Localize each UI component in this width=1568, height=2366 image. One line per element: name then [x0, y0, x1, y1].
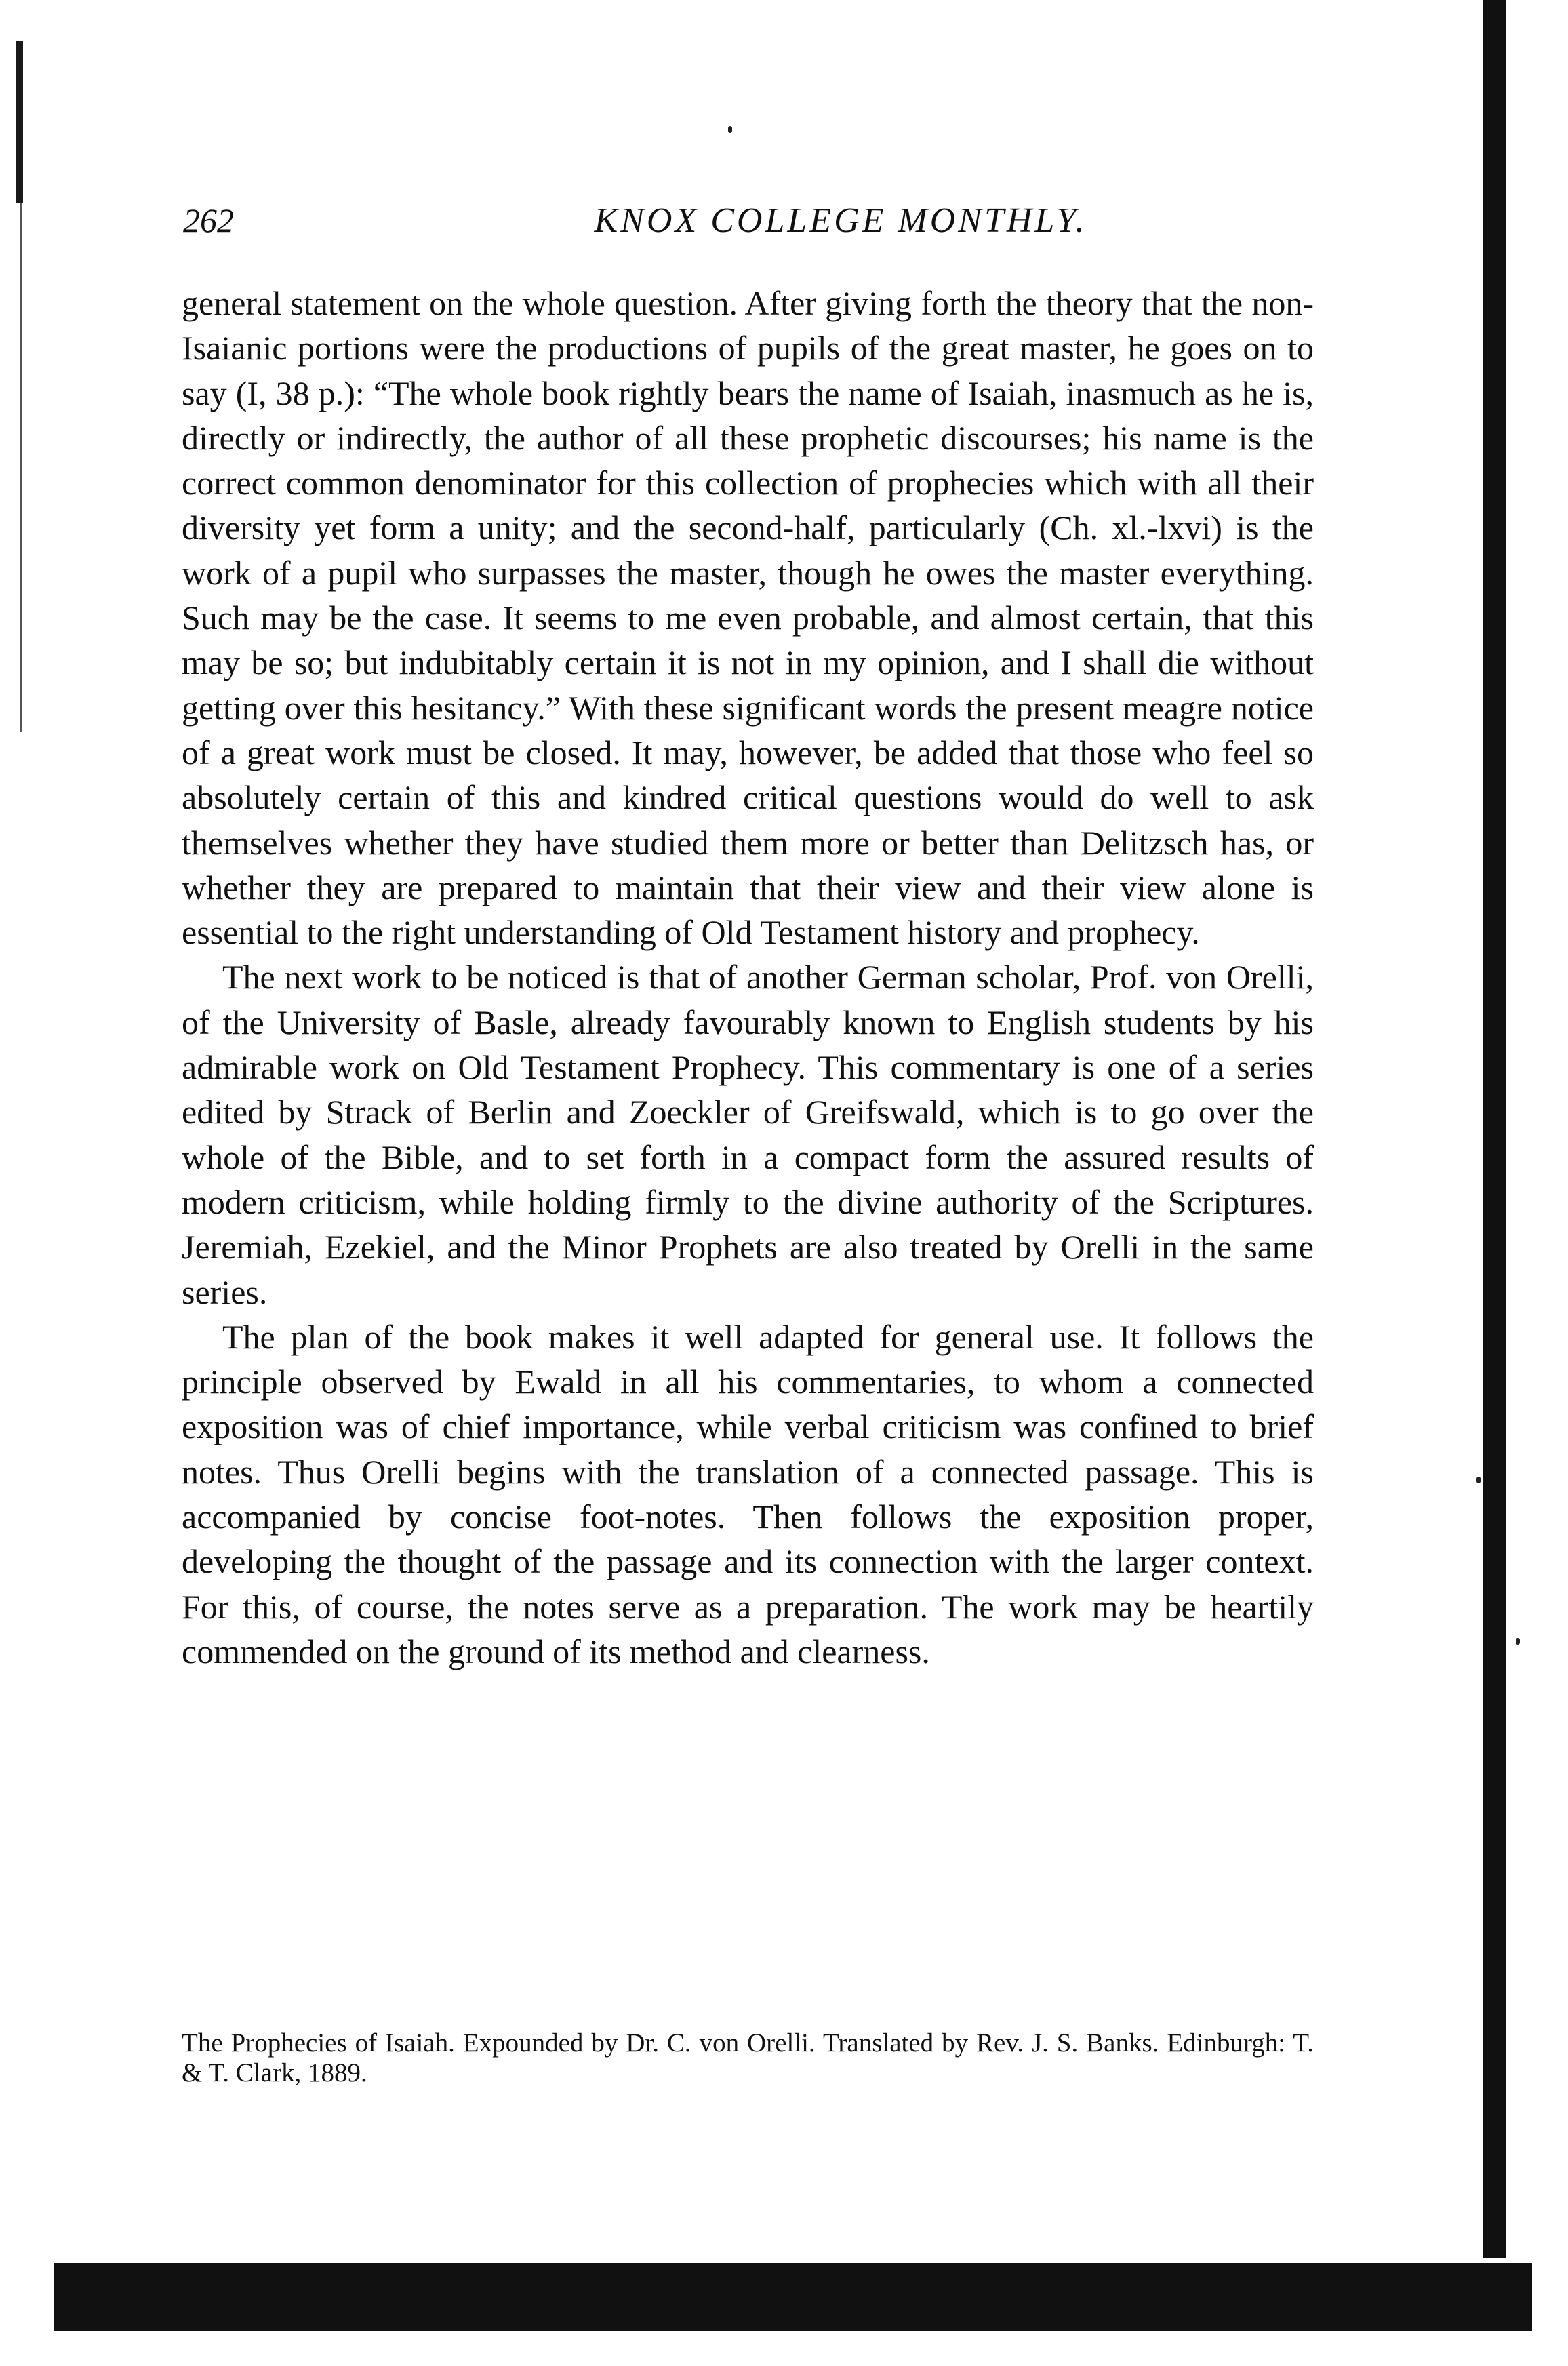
running-head: KNOX COLLEGE MONTHLY.: [594, 201, 1087, 240]
footnote: The Prophecies of Isaiah. Expounded by Dr. C. von Orelli. Translated by Rev. J. S. Banks. Edinburgh: T. & T. Clark, 1889.: [182, 2028, 1314, 2087]
scan-speck: [728, 126, 732, 133]
paragraph-1: general statement on the whole question. After giving forth the theory that the non-Isaianic portions were the productions of pupils of the great master, he goes on to say (I, 38 p.): “The whole book rightly bears the name of Isaiah, inasmuch as he is, directly or indirectly, the author of all these prophetic discourses; his name is the correct common denominator for this collection of prophecies which with all their diversity yet form a unity; and the second-half, particularly (Ch. xl.-lxvi) is the work of a pupil who surpasses the master, though he owes the master everything. Such may be the case. It seems to me even probable, and almost certain, that this may be so; but indubitably certain it is not in my opinion, and I shall die without getting over this hesitancy.” With these significant words the present meagre notice of a great work must be closed. It may, however, be added that those who feel so absolutely certain of this and kindred critical questions would do well to ask themselves whether they have studied them more or better than Delitzsch has, or whether they are prepared to maintain that their view and their view alone is essential to the right understanding of Old Testament history and prophecy.: [182, 284, 1314, 952]
scan-right-border: [1483, 0, 1506, 2258]
scan-bottom-border: [54, 2263, 1532, 2331]
scan-edge-mark: [16, 41, 23, 203]
article-body: [182, 281, 1314, 1674]
scan-speck: [1476, 1477, 1481, 1483]
paragraph-2: The next work to be noticed is that of another German scholar, Prof. von Orelli, of the University of Basle, already favourably known to English students by his admirable work on Old Testament Prophecy. This commentary is one of a series edited by Strack of Berlin and Zoeckler of Greifswald, which is to go over the whole of the Bible, and to set forth in a compact form the assured results of modern criticism, while holding firmly to the divine authority of the Scriptures. Jeremiah, Ezekiel, and the Minor Prophets are also treated by Orelli in the same series.: [182, 958, 1314, 1311]
paragraph-3: The plan of the book makes it well adapted for general use. It follows the principle observed by Ewald in all his commentaries, to whom a connected exposition was of chief importance, while verbal criticism was confined to brief notes. Thus Orelli begins with the translation of a connected passage. This is accompanied by concise foot-notes. Then follows the exposition proper, developing the thought of the passage and its connection with the larger context. For this, of course, the notes serve as a preparation. The work may be heartily commended on the ground of its method and clearness.: [182, 1317, 1314, 1670]
page-header: [183, 201, 1315, 255]
page-number: 262: [183, 201, 234, 239]
scan-speck: [1516, 1638, 1520, 1645]
scan-edge-line: [20, 203, 22, 732]
